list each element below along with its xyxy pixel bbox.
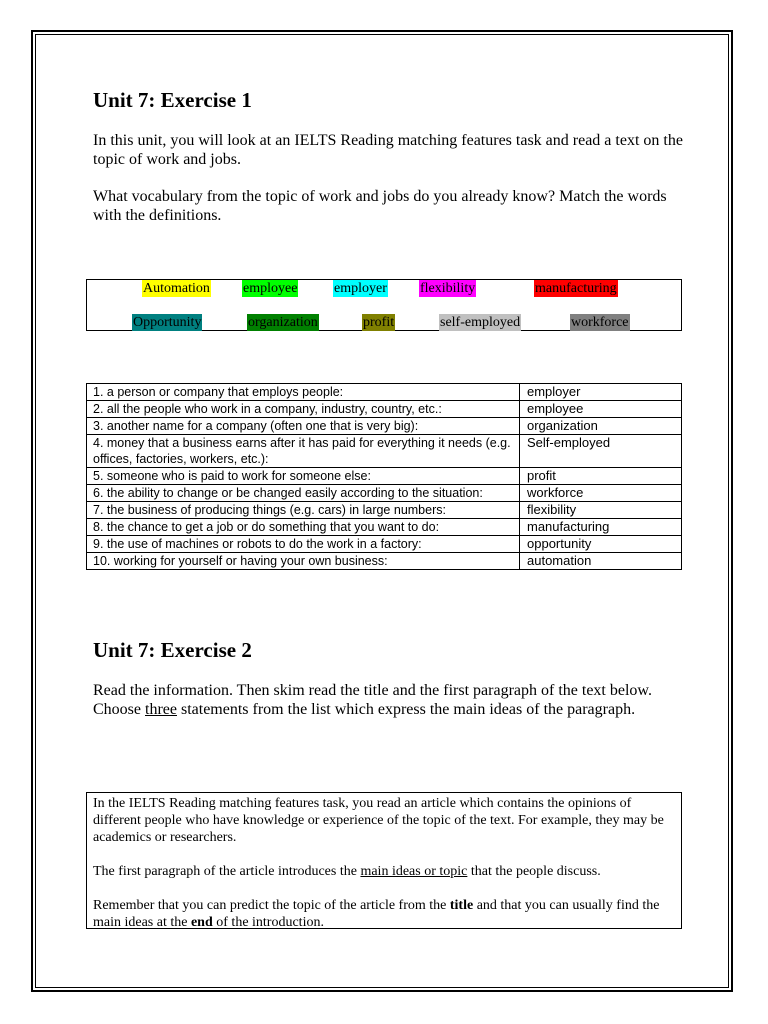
definition-cell: 7. the business of producing things (e.g. cars) in large numbers: xyxy=(87,502,520,519)
info-emphasis: main ideas or topic xyxy=(360,864,468,879)
info-text: The first paragraph of the article introduces the xyxy=(93,864,361,879)
word-bank xyxy=(86,279,682,331)
instruction-emphasis: three xyxy=(145,701,177,718)
word-bank-item: employer xyxy=(334,281,387,296)
definition-cell: 5. someone who is paid to work for someone else: xyxy=(87,468,520,485)
table-row xyxy=(87,468,682,485)
word-bank-item: self-employed xyxy=(440,315,521,330)
table-row xyxy=(87,519,682,536)
answer-cell: workforce xyxy=(520,485,682,502)
table-row xyxy=(87,384,682,401)
answer-cell: employer xyxy=(520,384,682,401)
answer-cell: manufacturing xyxy=(520,519,682,536)
answer-cell: automation xyxy=(520,553,682,570)
word-bank-item: organization xyxy=(248,315,318,330)
table-row xyxy=(87,401,682,418)
exercise2-instruction xyxy=(93,681,683,719)
table-row xyxy=(87,485,682,502)
definition-cell: 1. a person or company that employs people: xyxy=(87,384,520,401)
answer-cell: Self-employed xyxy=(520,435,682,468)
info-bold: end xyxy=(190,915,213,930)
matching-table xyxy=(86,383,682,570)
table-row xyxy=(87,553,682,570)
exercise1-intro: In this unit, you will look at an IELTS Reading matching features task and read a text on the topic of work and jobs. xyxy=(93,132,683,168)
answer-cell: opportunity xyxy=(520,536,682,553)
info-bold: title xyxy=(449,898,474,913)
info-text: and that you can usually find the main ideas at the xyxy=(93,898,660,930)
info-text: Remember that you can predict the topic of the article from the xyxy=(93,898,450,913)
exercise2-heading: Unit 7: Exercise 2 xyxy=(93,638,252,662)
answer-cell: employee xyxy=(520,401,682,418)
instruction-text: statements from the list which express the main ideas of the paragraph. xyxy=(176,701,636,718)
definition-cell: 6. the ability to change or be changed easily according to the situation: xyxy=(87,485,520,502)
word-bank-item: profit xyxy=(363,315,395,330)
table-row xyxy=(87,418,682,435)
info-text: that the people discuss. xyxy=(467,864,601,879)
answer-cell: flexibility xyxy=(520,502,682,519)
instruction-text: Read the information. Then skim read the title and the first paragraph of the text below. Choose xyxy=(93,682,652,718)
word-bank-item: employee xyxy=(243,281,298,296)
info-paragraph xyxy=(93,897,675,931)
table-row xyxy=(87,435,682,468)
definition-cell: 3. another name for a company (often one that is very big): xyxy=(87,418,520,435)
word-bank-item: Automation xyxy=(143,281,210,296)
info-paragraph: In the IELTS Reading matching features task, you read an article which contains the opinions of different people who have knowledge or experience of the topic of the text. For example, they may be academics or researchers. xyxy=(93,796,664,845)
word-bank-item: manufacturing xyxy=(535,281,617,296)
info-box xyxy=(86,792,682,929)
definition-cell: 2. all the people who work in a company, industry, country, etc.: xyxy=(87,401,520,418)
definition-cell: 8. the chance to get a job or do something that you want to do: xyxy=(87,519,520,536)
info-text: of the introduction. xyxy=(212,915,324,930)
table-row xyxy=(87,502,682,519)
exercise1-question: What vocabulary from the topic of work and jobs do you already know? Match the words with the definitions. xyxy=(93,188,667,224)
word-bank-item: workforce xyxy=(571,315,629,330)
answer-cell: organization xyxy=(520,418,682,435)
exercise1-heading: Unit 7: Exercise 1 xyxy=(93,88,252,112)
definition-cell: 4. money that a business earns after it has paid for everything it needs (e.g. offices, factories, workers, etc.): xyxy=(87,435,520,468)
word-bank-item: flexibility xyxy=(420,281,476,296)
word-bank-item: Opportunity xyxy=(133,315,202,330)
info-paragraph xyxy=(93,863,675,880)
definition-cell: 10. working for yourself or having your own business: xyxy=(87,553,520,570)
answer-cell: profit xyxy=(520,468,682,485)
table-row xyxy=(87,536,682,553)
definition-cell: 9. the use of machines or robots to do the work in a factory: xyxy=(87,536,520,553)
